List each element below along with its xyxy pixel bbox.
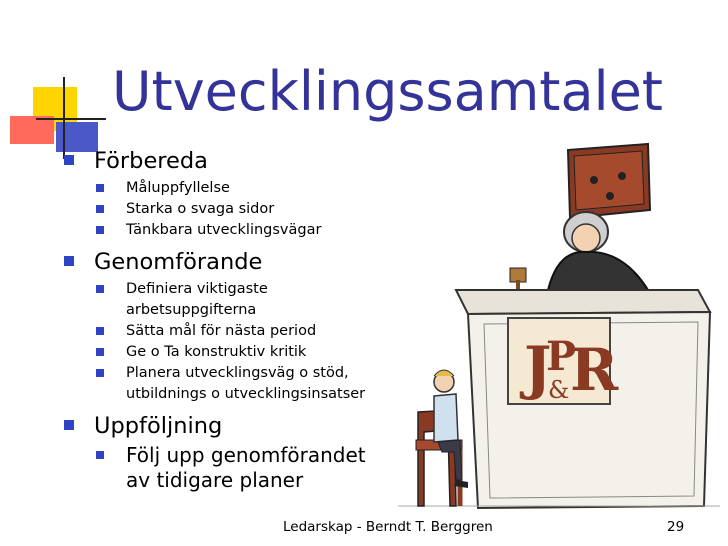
square-bullet-icon	[96, 327, 104, 335]
slide-title: Utvecklingssamtalet	[112, 60, 663, 123]
section-heading-label: Genomförande	[94, 249, 263, 275]
list-item-label: Planera utvecklingsväg o stöd, utbildnings o utvecklingsinsatser	[126, 365, 366, 402]
square-bullet-icon	[96, 451, 104, 459]
list-item-label: Starka o svaga sidor	[126, 201, 275, 217]
square-bullet-icon	[96, 205, 104, 213]
sub-list	[94, 443, 392, 493]
list-item-label: Sätta mål för nästa period	[126, 323, 317, 339]
list-item-label: Måluppfyllelse	[126, 180, 230, 196]
sub-list	[94, 178, 392, 241]
list-item	[94, 220, 394, 241]
list-item	[94, 321, 394, 342]
desk-sign-amp: &	[548, 376, 570, 404]
judge-cartoon-illustration	[398, 140, 720, 512]
list-item-label: Definiera viktigaste arbetsuppgifterna	[126, 281, 268, 318]
section-heading-label: Uppföljning	[94, 413, 223, 439]
list-item-label: Tänkbara utvecklingsvägar	[126, 222, 322, 238]
list-item	[94, 342, 394, 363]
list-item	[94, 178, 394, 199]
section-heading-label: Förbereda	[94, 148, 208, 174]
list-item	[94, 443, 394, 493]
page-number: 29	[667, 519, 685, 535]
square-bullet-icon	[64, 155, 74, 165]
square-bullet-icon	[96, 285, 104, 293]
square-bullet-icon	[96, 184, 104, 192]
list-item	[94, 199, 394, 220]
sub-list	[94, 279, 392, 405]
desk-sign-p: P	[546, 333, 577, 380]
square-bullet-icon	[96, 226, 104, 234]
square-bullet-icon	[64, 420, 74, 430]
slide-content	[62, 146, 392, 493]
section-heading	[62, 146, 392, 176]
desk-sign-j: J	[524, 334, 552, 402]
section-heading	[62, 247, 392, 277]
desk-sign-r: R	[570, 336, 619, 404]
list-item-label: Följ upp genomförandet av tidigare planer	[126, 443, 366, 492]
footer-author: Ledarskap - Berndt T. Berggren	[283, 519, 493, 535]
list-item	[94, 279, 354, 321]
decor-red-square	[10, 116, 54, 144]
list-item-label: Ge o Ta konstruktiv kritik	[126, 344, 307, 360]
decor-horizontal-line	[36, 118, 106, 120]
square-bullet-icon	[96, 348, 104, 356]
section-heading	[62, 411, 392, 441]
square-bullet-icon	[64, 256, 74, 266]
square-bullet-icon	[96, 369, 104, 377]
list-item	[94, 363, 394, 405]
